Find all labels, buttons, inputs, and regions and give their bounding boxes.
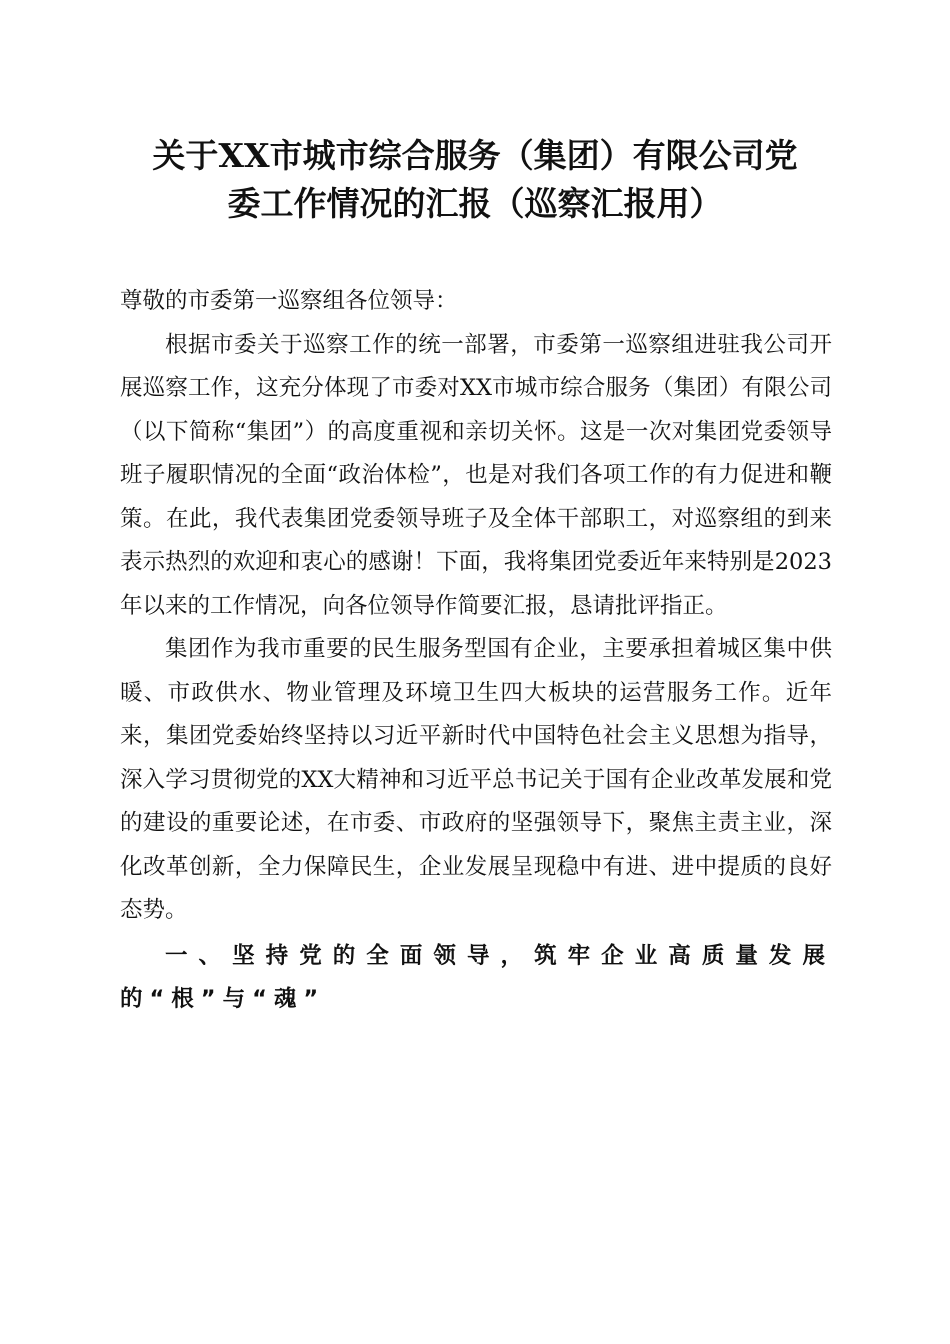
document-body [120,280,832,1022]
document-title [100,132,850,228]
salutation: 尊敬的市委第一巡察组各位领导： [120,288,458,314]
body-paragraph-1: 根据市委关于巡察工作的统一部署，市委第一巡察组进驻我公司开展巡察工作，这充分体现了市委对XX市城市综合服务（集团）有限公司（以下简称“集团”）的高度重视和亲切关怀。这是一次对集团党委领导班子履职情况的全面“政治体检”，也是对我们各项工作的有力促进和鞭策。在此，我代表集团党委领导班子及全体干部职工，对巡察组的到来表示热烈的欢迎和衷心的感谢！下面，我将集团党委近年来特别是2023年以来的工作情况，向各位领导作简要汇报，恳请批评指正。 [120,331,832,619]
body-paragraph-2: 集团作为我市重要的民生服务型国有企业，主要承担着城区集中供暖、市政供水、物业管理及环境卫生四大板块的运营服务工作。近年来，集团党委始终坚持以习近平新时代中国特色社会主义思想为指导，深入学习贯彻党的XX大精神和习近平总书记关于国有企业改革发展和党的建设的重要论述，在市委、市政府的坚强领导下，聚焦主责主业，深化改革创新，全力保障民生，企业发展呈现稳中有进、进中提质的良好态势。 [120,636,832,923]
section-heading-1: 一、坚持党的全面领导，筑牢企业高质量发展的“根”与“魂” [120,942,832,1012]
document-title-line-2: 委工作情况的汇报（巡察汇报用） [227,184,723,223]
document-title-line-1: 关于XX市城市综合服务（集团）有限公司党 [152,136,798,175]
